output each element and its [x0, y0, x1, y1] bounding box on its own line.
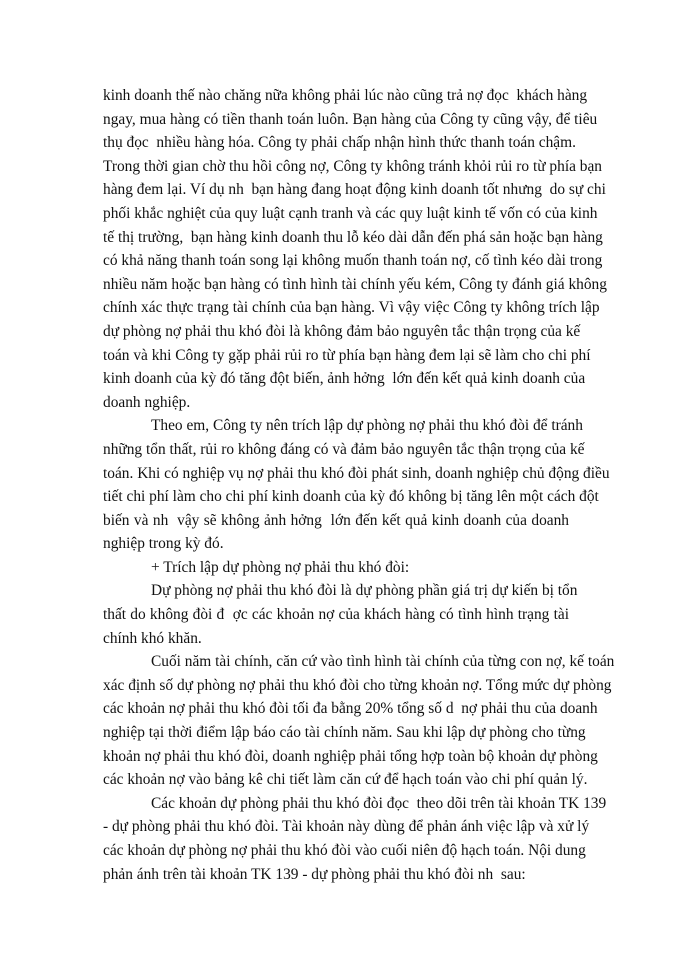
text-line: khoản nợ phải thu khó đòi, doanh nghiệp phải tổng hợp toàn bộ khoản dự phòng — [103, 747, 598, 765]
text-line: + Trích lập dự phòng nợ phải thu khó đòi: — [151, 558, 410, 576]
text-line: các khoản nợ vào bảng kê chi tiết làm căn cứ để hạch toán vào chi phí quản lý. — [103, 771, 588, 789]
text-line: chính khó khăn. — [103, 629, 202, 647]
text-line: Các khoản dự phòng phải thu khó đòi đọc theo dõi trên tài khoản TK 139 — [151, 794, 607, 812]
text-line: có khả năng thanh toán song lại không muốn thanh toán nợ, cố tình kéo dài trong — [103, 252, 603, 270]
text-line: doanh nghiệp. — [103, 393, 191, 411]
text-line: nghiệp tại thời điểm lập báo cáo tài chính năm. Sau khi lập dự phòng cho từng — [103, 724, 586, 742]
text-line: phản ánh trên tài khoản TK 139 - dự phòng phải thu khó đòi nh sau: — [103, 865, 526, 883]
text-line: dự phòng nợ phải thu khó đòi là không đảm bảo nguyên tắc thận trọng của kế — [103, 322, 581, 340]
text-line: Theo em, Công ty nên trích lập dự phòng nợ phải thu khó đòi để tránh — [151, 417, 583, 435]
text-line: tế thị trường, bạn hàng kinh doanh thu lỗ kéo dài dẫn đến phá sản hoặc bạn hàng — [103, 228, 603, 246]
text-line: toán. Khi có nghiệp vụ nợ phải thu khó đòi phát sinh, doanh nghiệp chủ động điều — [103, 464, 610, 482]
text-line: nhiều năm hoặc bạn hàng có tình hình tài chính yếu kém, Công ty đánh giá không — [103, 275, 607, 293]
text-line: - dự phòng phải thu khó đòi. Tài khoản này dùng để phản ánh việc lập và xử lý — [103, 818, 590, 836]
text-line: nghiệp trong kỳ đó. — [103, 535, 224, 553]
text-line: thụ đọc nhiều hàng hóa. Công ty phải chấp nhận hình thức thanh toán chậm. — [103, 134, 576, 152]
text-line: các khoản nợ phải thu khó đòi tối đa bằng 20% tổng số d nợ phải thu của doanh — [103, 700, 598, 718]
text-line: ngay, mua hàng có tiền thanh toán luôn. Bạn hàng của Công ty cũng vậy, để tiêu — [103, 110, 598, 128]
text-line: những tổn thất, rủi ro không đáng có và đảm bảo nguyên tắc thận trọng của kế — [103, 440, 585, 458]
text-line: các khoản dự phòng nợ phải thu khó đòi vào cuối niên độ hạch toán. Nội dung — [103, 842, 586, 859]
body-text — [103, 84, 615, 886]
text-line: Trong thời gian chờ thu hồi công nợ, Công ty không tránh khỏi rủi ro từ phía bạn — [103, 157, 603, 175]
text-line: toán và khi Công ty gặp phải rủi ro từ phía bạn hàng đem lại sẽ làm cho chi phí — [103, 346, 591, 364]
text-line: phối khắc nghiệt của quy luật cạnh tranh và các quy luật kinh tế vốn có của kinh — [103, 204, 598, 222]
text-line: Dự phòng nợ phải thu khó đòi là dự phòng phần giá trị dự kiến bị tổn — [151, 582, 578, 600]
text-line: chính xác thực trạng tài chính của bạn hàng. Vì vậy việc Công ty không trích lập — [103, 299, 600, 317]
text-line: kinh doanh của kỳ đó tăng đột biến, ảnh hởng lớn đến kết quả kinh doanh của — [103, 370, 586, 388]
text-line: xác định số dự phòng nợ phải thu khó đòi cho từng khoản nợ. Tổng mức dự phòng — [103, 676, 612, 694]
text-line: kinh doanh thế nào chăng nữa không phải lúc nào cũng trả nợ đọc khách hàng — [103, 87, 588, 104]
text-line: hàng đem lại. Ví dụ nh bạn hàng đang hoạt động kinh doanh tốt nhưng do sự chi — [103, 181, 606, 199]
text-line: tiết chi phí làm cho chi phí kinh doanh của kỳ đó không bị tăng lên một cách đột — [103, 488, 599, 506]
text-line: biến và nh vậy sẽ không ảnh hởng lớn đến kết quả kinh doanh của doanh — [103, 511, 569, 529]
text-line: thất do không đòi đ ợc các khoản nợ của khách hàng có tình hình trạng tài — [103, 606, 569, 624]
text-line: Cuối năm tài chính, căn cứ vào tình hình tài chính của từng con nợ, kế toán — [151, 653, 615, 671]
